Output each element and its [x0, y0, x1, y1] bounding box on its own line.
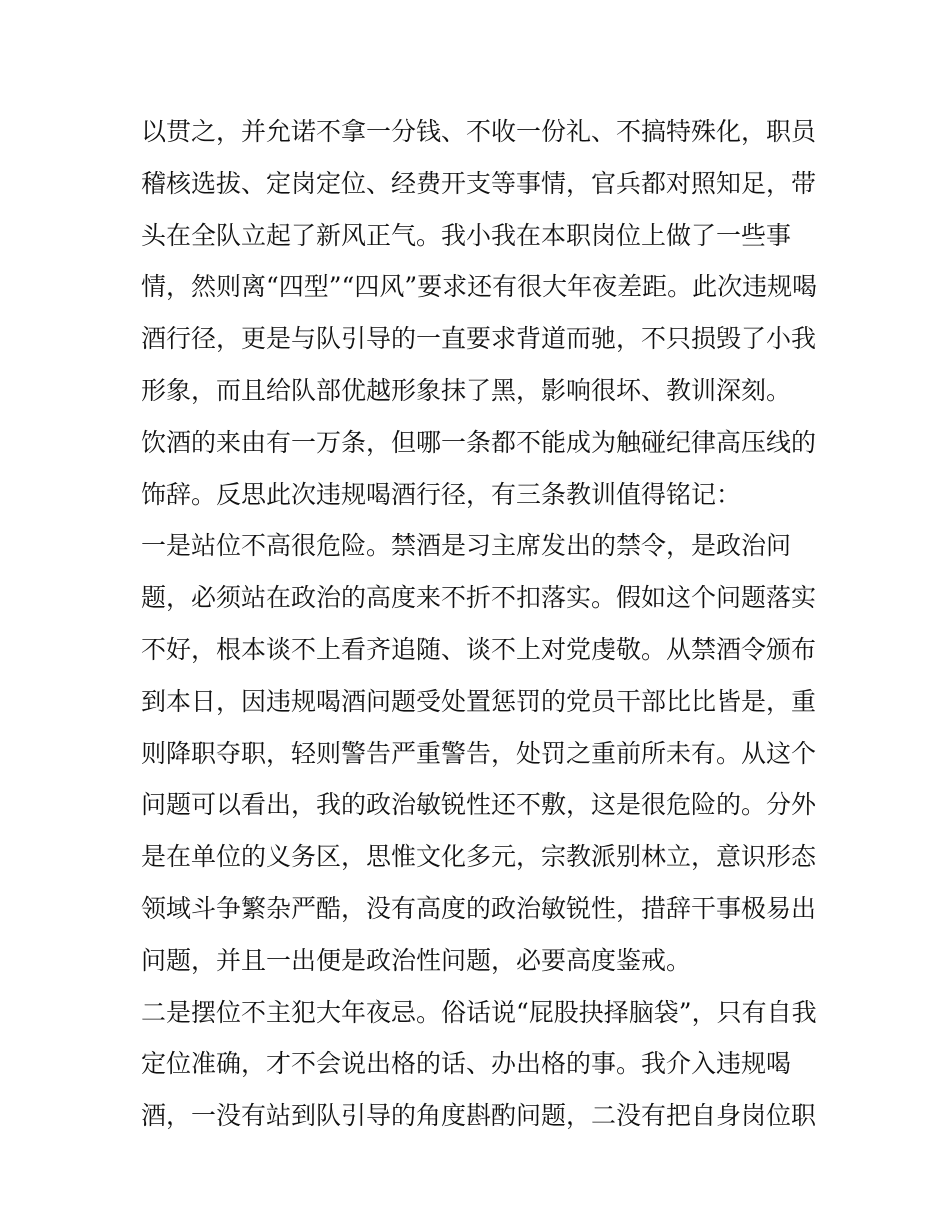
- text-line: 是在单位的义务区，思惟文化多元，宗教派别林立，意识形态: [141, 842, 817, 872]
- text-line: 饮酒的来由有一万条，但哪一条都不能成为触碰纪律高压线的: [141, 427, 817, 457]
- text-line: 领域斗争繁杂严酷，没有高度的政治敏锐性，措辞干事极易出: [141, 893, 817, 923]
- text-line: 则降职夺职，轻则警告严重警告，处罚之重前所未有。从这个: [141, 738, 817, 768]
- text-line: 稽核选拔、定岗定位、经费开支等事情，官兵都对照知足，带: [141, 168, 817, 198]
- text-line: 情，然则离“四型”“四风”要求还有很大年夜差距。此次违规喝: [141, 272, 818, 302]
- text-line: 以贯之，并允诺不拿一分钱、不收一份礼、不搞特殊化，职员: [141, 117, 817, 146]
- text-line: 形象，而且给队部优越形象抹了黑，影响很坏、教训深刻。: [141, 375, 792, 405]
- text-line: 饰辞。反思此次违规喝酒行径，有三条教训值得铭记：: [141, 479, 742, 509]
- text-line: 酒，一没有站到队引导的角度斟酌问题，二没有把自身岗位职: [141, 1101, 817, 1131]
- text-line: 定位准确，才不会说出格的话、办出格的事。我介入违规喝: [141, 1049, 792, 1079]
- text-line: 不好，根本谈不上看齐追随、谈不上对党虔敬。从禁酒令颁布: [141, 634, 817, 664]
- text-line: 头在全队立起了新风正气。我小我在本职岗位上做了一些事: [141, 220, 792, 250]
- text-line: 到本日，因违规喝酒问题受处置惩罚的党员干部比比皆是，重: [141, 686, 817, 716]
- text-line: 二是摆位不主犯大年夜忌。俗话说“屁股抉择脑袋”，只有自我: [141, 997, 817, 1027]
- text-line: 题，必须站在政治的高度来不折不扣落实。假如这个问题落实: [141, 583, 817, 613]
- text-line: 问题可以看出，我的政治敏锐性还不敷，这是很危险的。分外: [141, 790, 817, 820]
- text-line: 一是站位不高很危险。禁酒是习主席发出的禁令，是政治问: [141, 531, 792, 561]
- text-line: 酒行径，更是与队引导的一直要求背道而驰，不只损毁了小我: [141, 324, 817, 354]
- body-text: [141, 106, 821, 1142]
- text-line: 问题，并且一出便是政治性问题，必要高度鉴戒。: [141, 945, 692, 975]
